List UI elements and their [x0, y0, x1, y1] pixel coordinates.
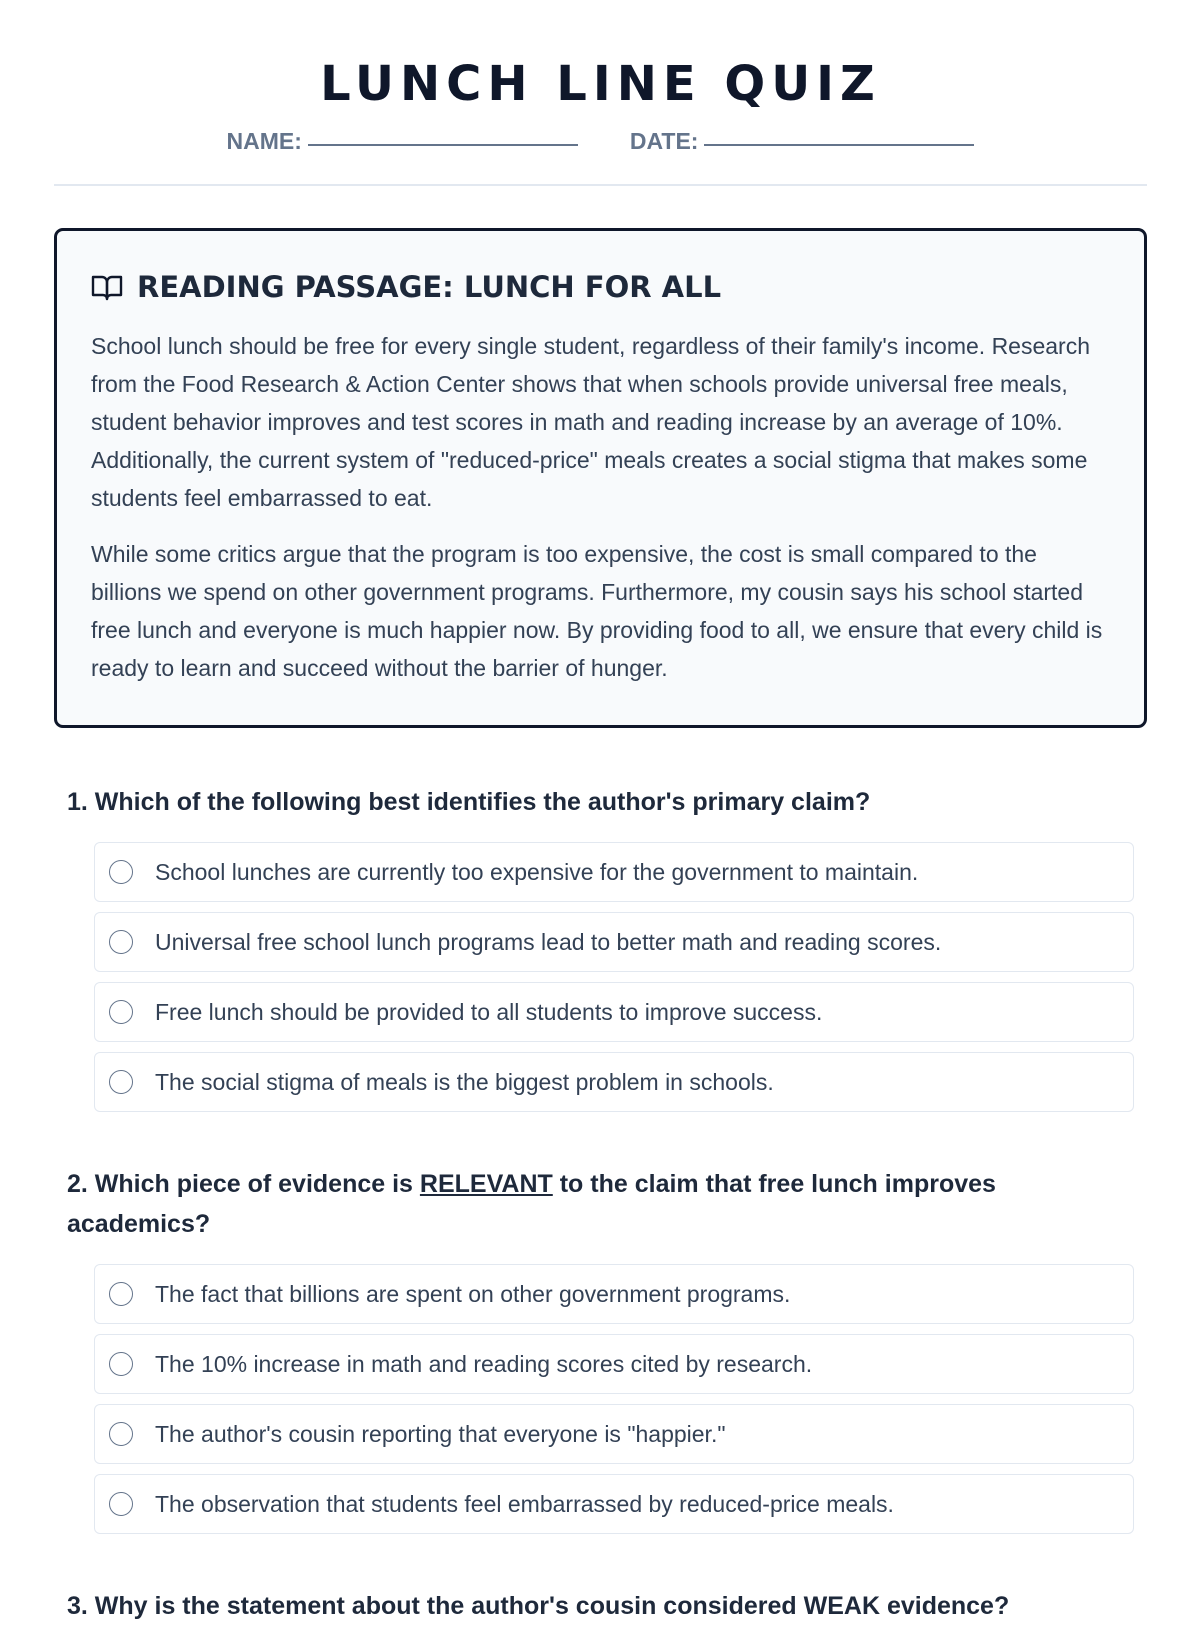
question-2-options [94, 1264, 1134, 1534]
question-1-options [94, 842, 1134, 1112]
question-3 [54, 1586, 1147, 1626]
option-label: The fact that billions are spent on other government programs. [155, 1281, 791, 1307]
question-1-option-d[interactable] [94, 1052, 1134, 1112]
question-2-text-end: to the claim that free lunch improves academics? [67, 1170, 996, 1238]
date-label: DATE: [629, 128, 699, 154]
radio-button[interactable] [109, 1422, 133, 1446]
radio-button[interactable] [109, 1070, 133, 1094]
radio-button[interactable] [109, 930, 133, 954]
radio-button[interactable] [109, 1492, 133, 1516]
question-2-option-c[interactable] [94, 1404, 1134, 1464]
name-blank-line[interactable] [308, 144, 578, 146]
option-label: The 10% increase in math and reading scores cited by research. [155, 1351, 813, 1377]
question-2 [54, 1164, 1147, 1534]
name-label: NAME: [226, 128, 302, 154]
question-2-emphasis: RELEVANT [419, 1170, 553, 1198]
header-divider [54, 184, 1147, 186]
date-field[interactable] [630, 126, 975, 156]
question-1-option-c[interactable] [94, 982, 1134, 1042]
question-2-option-a[interactable] [94, 1264, 1134, 1324]
quiz-page [54, 0, 1147, 1646]
option-label: School lunches are currently too expensive for the government to maintain. [155, 859, 919, 885]
radio-button[interactable] [109, 1000, 133, 1024]
option-label: The social stigma of meals is the biggest problem in schools. [155, 1069, 774, 1095]
radio-button[interactable] [109, 860, 133, 884]
question-2-text [67, 1164, 1147, 1244]
question-3-text: 3. Why is the statement about the author's cousin considered WEAK evidence? [67, 1592, 1010, 1620]
question-2-option-d[interactable] [94, 1474, 1134, 1534]
passage-paragraph-2: While some critics argue that the program is too expensive, the cost is small compared to the billions we spend on other government programs. Furthermore, my cousin says his school started free lunch and everyone is much happier now. By providing food to all, we ensure that every child is ready to learn and succeed without the barrier of hunger. [91, 541, 1103, 681]
radio-button[interactable] [109, 1282, 133, 1306]
question-2-option-b[interactable] [94, 1334, 1134, 1394]
question-1-option-b[interactable] [94, 912, 1134, 972]
question-2-text-start: 2. Which piece of evidence is [67, 1170, 420, 1198]
option-label: Free lunch should be provided to all students to improve success. [155, 999, 823, 1025]
option-label: The author's cousin reporting that everyone is "happier." [155, 1421, 726, 1447]
name-date-row [54, 126, 1147, 156]
passage-paragraph-1: School lunch should be free for every single student, regardless of their family's income. Research from the Food Research & Action Center shows that when schools provide universal free meals, student behavior improves and test scores in math and reading increase by an average of 10%. Additionally, the current system of "reduced-price" meals creates a social stigma that makes some students feel embarrassed to eat. [91, 333, 1091, 511]
question-1-text: 1. Which of the following best identifies the author's primary claim? [67, 788, 871, 816]
option-label: Universal free school lunch programs lead to better math and reading scores. [155, 929, 942, 955]
passage-title: READING PASSAGE: LUNCH FOR ALL [137, 270, 722, 304]
name-field[interactable] [227, 126, 578, 156]
option-label: The observation that students feel embarrassed by reduced-price meals. [155, 1491, 894, 1517]
page-title: LUNCH LINE QUIZ [320, 56, 881, 112]
passage-heading [91, 269, 1110, 305]
question-1-option-a[interactable] [94, 842, 1134, 902]
book-icon [91, 273, 123, 301]
question-1 [54, 782, 1147, 1112]
reading-passage [54, 228, 1147, 728]
radio-button[interactable] [109, 1352, 133, 1376]
date-blank-line[interactable] [704, 144, 974, 146]
